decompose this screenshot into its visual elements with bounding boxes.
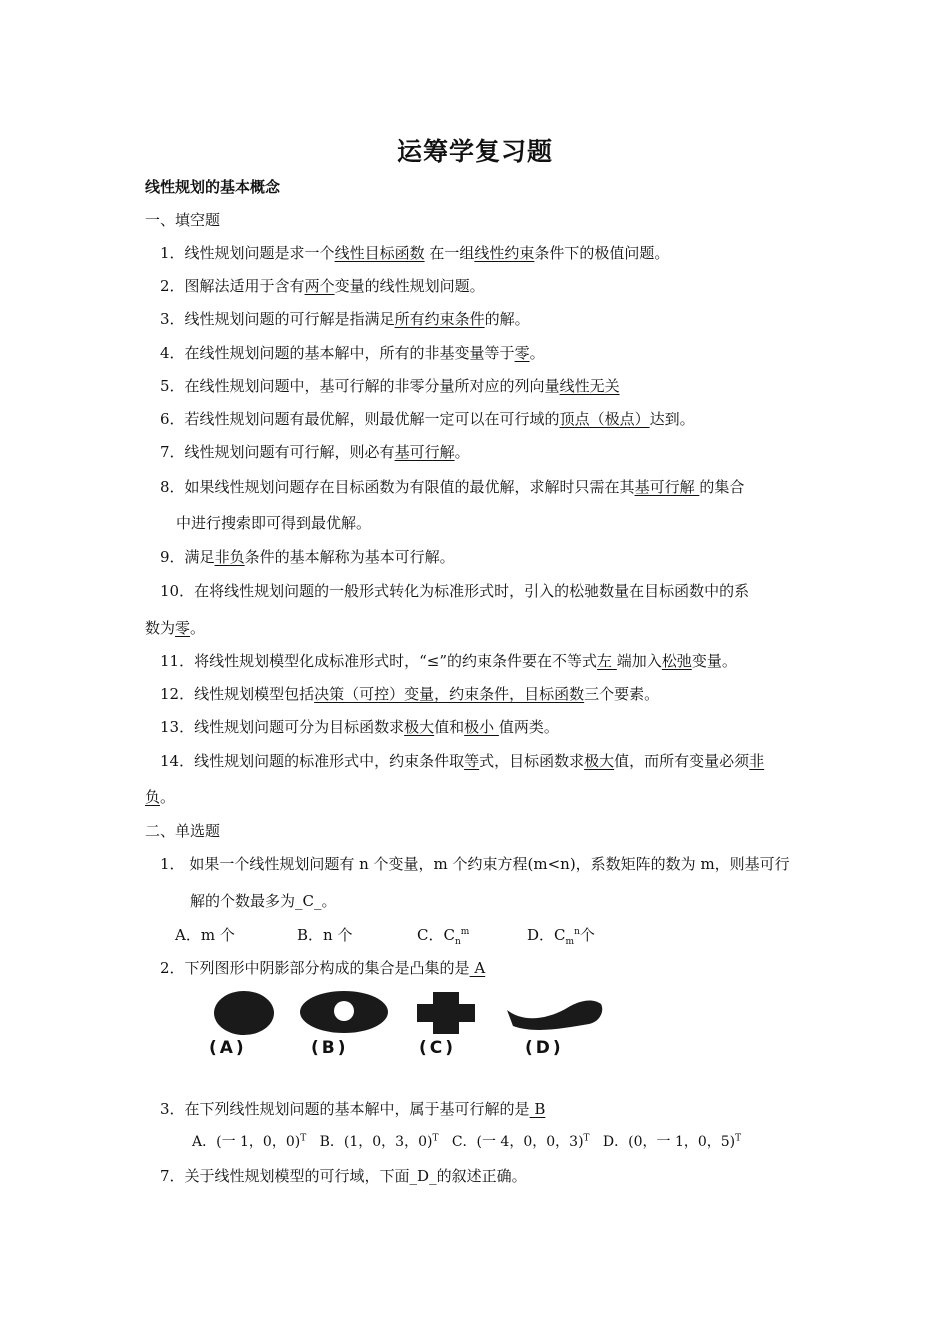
fill-q1: 1．线性规划问题是求一个线性目标函数 在一组线性约束条件下的极值问题。 xyxy=(160,244,670,262)
single-q2: 2．下列图形中阴影部分构成的集合是凸集的是 A xyxy=(160,959,486,977)
fill-q8-cont: 中进行搜索即可得到最优解。 xyxy=(176,514,372,532)
fill-q5: 5．在线性规划问题中，基可行解的非零分量所对应的列向量线性无关 xyxy=(160,377,620,395)
fill-q8: 8．如果线性规划问题存在目标函数为有限值的最优解，求解时只需在其基可行解 的集合 xyxy=(160,478,745,496)
figure-d-label: (D) xyxy=(525,1038,564,1058)
fill-q2: 2．图解法适用于含有两个变量的线性规划问题。 xyxy=(160,277,485,295)
fill-q14: 14．线性规划问题的标准形式中，约束条件取等式，目标函数求极大值，而所有变量必须非 xyxy=(160,752,765,770)
option-a: A．(一 1，0，0) xyxy=(192,1134,301,1150)
figure-a-label: (A) xyxy=(209,1038,247,1058)
fill-q6: 6．若线性规划问题有最优解，则最优解一定可以在可行域的顶点（极点）达到。 xyxy=(160,410,695,428)
part2-heading: 二、单选题 xyxy=(145,822,221,840)
single-q3: 3．在下列线性规划问题的基本解中，属于基可行解的是 B xyxy=(160,1100,546,1118)
figure-b-ring xyxy=(299,990,391,1036)
fill-q4: 4．在线性规划问题的基本解中，所有的非基变量等于零。 xyxy=(160,344,545,362)
single-q1-cont: 解的个数最多为_C_。 xyxy=(190,892,337,910)
option-b: B．(1，0，3，0) xyxy=(319,1134,433,1150)
fill-q12: 12．线性规划模型包括决策（可控）变量，约束条件，目标函数三个要素。 xyxy=(160,685,660,703)
fill-q7: 7．线性规划问题有可行解，则必有基可行解。 xyxy=(160,443,470,461)
single-q3-options: A．(一 1，0，0)$^T$ B．(1，0，3，0)$^T$ C．(一 4，0，0，3)$^T$ D．(0，一 1，0，5)$^T$ xyxy=(192,1133,742,1150)
figure-d-crescent xyxy=(505,990,605,1036)
fill-q10-cont: 数为零。 xyxy=(145,619,206,637)
part1-heading: 一、填空题 xyxy=(145,211,221,229)
convex-set-figures xyxy=(205,990,615,1065)
fill-q10: 10．在将线性规划问题的一般形式转化为标准形式时，引入的松驰数量在目标函数中的系 xyxy=(160,582,750,600)
page-title: 运筹学复习题 xyxy=(396,137,553,166)
option-d: D．$C_m^n$个 xyxy=(527,926,595,947)
option-a: A．m 个 xyxy=(175,926,235,944)
fill-q14-cont: 负。 xyxy=(145,788,176,806)
section-heading: 线性规划的基本概念 xyxy=(145,178,281,196)
fill-q11: 11．将线性规划模型化成标准形式时，“≤”的约束条件要在不等式左 端加入松弛变量。 xyxy=(160,652,737,670)
single-q1: 1． 如果一个线性规划问题有 n 个变量，m 个约束方程(m<n)，系数矩阵的数为 m，则基可行 xyxy=(160,855,790,873)
figure-c-label: (C) xyxy=(419,1038,457,1058)
single-q1-options xyxy=(175,924,840,946)
fill-q3: 3．线性规划问题的可行解是指满足所有约束条件的解。 xyxy=(160,310,530,328)
option-d: D．(0，一 1，0，5) xyxy=(602,1134,736,1150)
option-c: C．$C_n^m$ xyxy=(417,926,470,947)
figure-c-cross xyxy=(415,990,479,1036)
figure-a-disk xyxy=(213,990,277,1036)
figure-b-label: (B) xyxy=(311,1038,349,1058)
fill-q13: 13．线性规划问题可分为目标函数求极大值和极小 值两类。 xyxy=(160,718,559,736)
option-c: C．(一 4，0，0，3) xyxy=(451,1134,584,1150)
option-b: B．n 个 xyxy=(297,926,353,944)
single-q7: 7．关于线性规划模型的可行域，下面_D_的叙述正确。 xyxy=(160,1167,527,1185)
fill-q9: 9．满足非负条件的基本解称为基本可行解。 xyxy=(160,548,455,566)
